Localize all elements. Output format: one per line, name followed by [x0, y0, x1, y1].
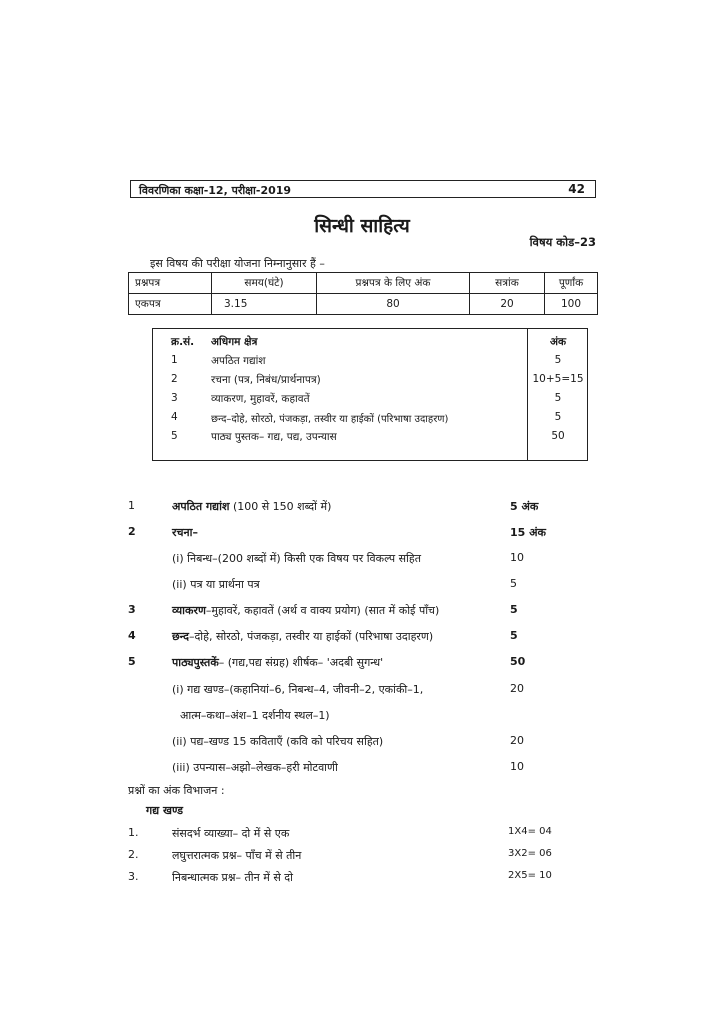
subsection-text: (ii) पद्य–खण्ड 15 कविताएँ (कवि को परिचय सहित)	[172, 735, 384, 748]
table-row	[129, 294, 598, 315]
section-title	[172, 499, 331, 514]
section-marks: 5	[510, 603, 518, 616]
section-marks: 5	[510, 629, 518, 642]
header-bar	[130, 180, 596, 198]
section-number: 1	[128, 499, 135, 512]
row-marks: 10+5=15	[532, 373, 584, 385]
row-no: 5	[171, 430, 178, 442]
table-row	[153, 392, 589, 410]
row-no: 2	[171, 373, 178, 385]
row-area: पाठ्य पुस्तक– गद्य, पद्य, उपन्यास	[211, 431, 337, 443]
page-number: 42	[568, 182, 585, 196]
table-header-cell: पूर्णांक	[545, 273, 598, 294]
subsection-marks: 10	[510, 760, 524, 773]
row-area: अपठित गद्यांश	[211, 355, 266, 367]
row-no: 3	[171, 392, 178, 404]
list-item-marks: 3X2= 06	[508, 848, 552, 859]
section-title: रचना–	[172, 526, 198, 539]
table-row	[153, 373, 589, 391]
table-header-row	[153, 335, 589, 353]
subsection-text-continued: आत्म–कथा–अंश–1 दर्शनीय स्थल–1)	[180, 709, 330, 722]
section-desc: – (गद्य,पद्य संग्रह) शीर्षक– 'अदबी सुगन्ध'	[218, 656, 384, 669]
section-title	[172, 629, 433, 644]
list-item-text: लघुत्तरात्मक प्रश्न– पाँच में से तीन	[172, 849, 302, 862]
intro-text: इस विषय की परीक्षा योजना निम्नानुसार हैं –	[150, 257, 325, 270]
table-row	[153, 430, 589, 448]
section-desc: –मुहावरें, कहावतें (अर्थ व वाक्य प्रयोग) (सात में कोई पाँच)	[205, 604, 440, 617]
row-marks: 5	[554, 392, 562, 404]
subsection-text: (ii) पत्र या प्रार्थना पत्र	[172, 578, 260, 591]
section-heading: व्याकरण	[172, 604, 206, 617]
row-no: 4	[171, 411, 178, 423]
section-title	[172, 655, 383, 670]
section-desc: (100 से 150 शब्दों में)	[229, 500, 332, 513]
list-item-marks: 2X5= 10	[508, 870, 552, 881]
table-cell: 3.15	[212, 294, 317, 315]
subsection-marks: 20	[510, 734, 524, 747]
list-item-marks: 1X4= 04	[508, 826, 552, 837]
table-header-cell: प्रश्नपत्र के लिए अंक	[317, 273, 470, 294]
table-cell: 100	[545, 294, 598, 315]
header-marks: अंक	[549, 336, 567, 348]
row-marks: 5	[554, 354, 562, 366]
subsection-marks: 20	[510, 682, 524, 695]
table-row	[153, 354, 589, 372]
section-desc: –दोहे, सोरठो, पंजकड़ा, तस्वीर या हाईकों (परिभाषा उदाहरण)	[188, 630, 434, 643]
subject-code: विषय कोड–23	[529, 235, 596, 249]
section-heading: छन्द	[172, 630, 189, 643]
section-heading: पाठ्यपुस्तकें	[172, 656, 219, 669]
table-cell: 20	[470, 294, 545, 315]
list-item-text: निबन्धात्मक प्रश्न– तीन में से दो	[172, 871, 293, 884]
list-item-no: 1.	[128, 826, 139, 839]
row-marks: 5	[554, 411, 562, 423]
list-item-no: 3.	[128, 870, 139, 883]
section-marks: 5 अंक	[510, 500, 539, 513]
header-area: अधिगम क्षेत्र	[211, 336, 258, 348]
row-area: रचना (पत्र, निबंध/प्रार्थनापत्र)	[211, 374, 321, 386]
subsection-marks: 5	[510, 577, 517, 590]
section-marks: 15 अंक	[510, 526, 546, 539]
table-cell: एकपत्र	[129, 294, 212, 315]
exam-scheme-table	[128, 272, 598, 315]
row-marks: 50	[551, 430, 565, 442]
table-row	[153, 411, 589, 429]
header-no: क्र.सं.	[171, 336, 195, 348]
row-area: छन्द–दोहे, सोरठो, पंजकड़ा, तस्वीर या हाईकों (परिभाषा उदाहरण)	[211, 414, 449, 425]
table-header-cell: प्रश्नपत्र	[129, 273, 212, 294]
row-no: 1	[171, 354, 178, 366]
list-item-text: संसदर्भ व्याख्या– दो में से एक	[172, 827, 290, 840]
learning-area-table	[152, 328, 588, 461]
section-number: 2	[128, 525, 136, 538]
section-number: 5	[128, 655, 136, 668]
section-heading: अपठित गद्यांश	[172, 500, 230, 513]
table-header-cell: समय(घंटे)	[212, 273, 317, 294]
section-title	[172, 603, 439, 618]
table-header-cell: सत्रांक	[470, 273, 545, 294]
distribution-heading: प्रश्नों का अंक विभाजन :	[128, 784, 225, 797]
page-title: सिन्धी साहित्य	[314, 215, 410, 237]
subsection-marks: 10	[510, 551, 524, 564]
row-area: व्याकरण, मुहावरें, कहावतें	[211, 393, 310, 405]
subsection-text: (iii) उपन्यास–अझो–लेखक–हरी मोटवाणी	[172, 761, 338, 774]
section-marks: 50	[510, 655, 526, 668]
header-title: विवरणिका कक्षा-12, परीक्षा-2019	[139, 184, 292, 197]
distribution-subheading: गद्य खण्ड	[146, 804, 184, 817]
table-cell: 80	[317, 294, 470, 315]
subsection-text: (i) निबन्ध–(200 शब्दों में) किसी एक विषय पर विकल्प सहित	[172, 552, 421, 565]
table-header-row	[129, 273, 598, 294]
list-item-no: 2.	[128, 848, 139, 861]
subsection-text: (i) गद्य खण्ड–(कहानियां–6, निबन्ध–4, जीवनी–2, एकांकी–1,	[172, 683, 424, 696]
section-number: 4	[128, 629, 136, 642]
section-number: 3	[128, 603, 136, 616]
